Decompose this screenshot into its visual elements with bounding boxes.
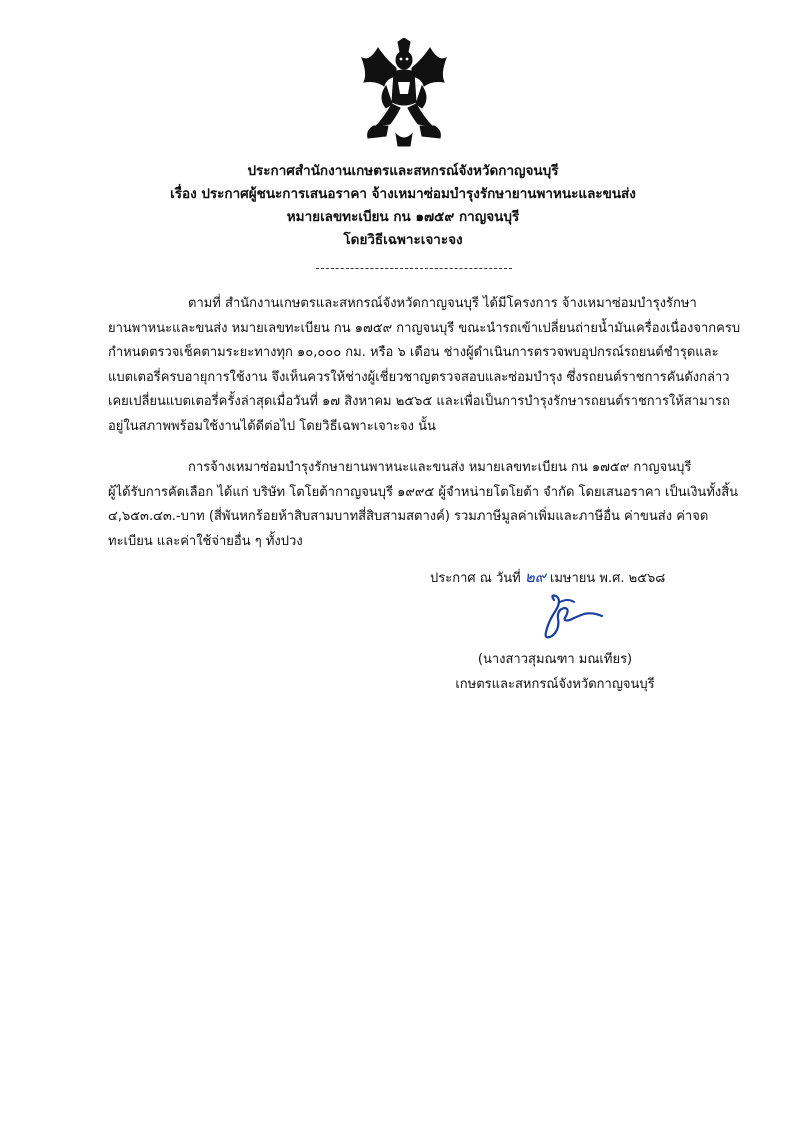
signer-name: (นางสาวสุมณฑา มณเทียร) <box>477 652 633 667</box>
title-line-registration: หมายเลขทะเบียน กน ๑๗๕๙ กาญจนบุรี <box>286 209 520 225</box>
date-prefix: ประกาศ ณ วันที่ <box>430 571 521 586</box>
title-line-agency: ประกาศสำนักงานเกษตรและสหกรณ์จังหวัดกาญจนบุรี <box>247 163 559 179</box>
title-line-method: โดยวิธีเฉพาะเจาะจง <box>343 232 463 248</box>
paragraph-line: แบตเตอรี่ครบอายุการใช้งาน จึงเห็นควรให้ช่างผู้เชี่ยวชาญตรวจสอบและซ่อมบำรุง ซึ่งรถยนต์ราชการคันดังกล่าว <box>108 369 730 385</box>
garuda-emblem-icon <box>356 38 452 148</box>
paragraph-line: เคยเปลี่ยนแบตเตอรี่ครั้งล่าสุดเมื่อวันที่ ๑๗ สิงหาคม ๒๕๖๕ และเพื่อเป็นการบำรุงรักษารถยนต์ราชการให้สามารถ <box>108 394 730 409</box>
paragraph-line: ผู้ได้รับการคัดเลือก ได้แก่ บริษัท โตโยต้ากาญจนบุรี ๑๙๙๕ ผู้จำหน่ายโตโยต้า จำกัด โดยเสนอราคา เป็นเงินทั้งสิ้น <box>108 484 739 500</box>
paragraph-award <box>108 456 739 554</box>
announcement-date <box>430 565 665 589</box>
date-day-handwritten: ๒๙ <box>524 568 546 586</box>
paragraph-line: อยู่ในสภาพพร้อมใช้งานได้ดีต่อไป โดยวิธีเฉพาะเจาะจง นั้น <box>108 418 436 434</box>
handwritten-signature <box>540 592 606 642</box>
paragraph-line: ตามที่ สำนักงานเกษตรและสหกรณ์จังหวัดกาญจนบุรี ได้มีโครงการ จ้างเหมาซ่อมบำรุงรักษา <box>188 296 697 311</box>
paragraph-background <box>108 292 741 439</box>
announcement-title <box>120 160 686 252</box>
paragraph-line: ทะเบียน และค่าใช้จ่ายอื่น ๆ ทั้งปวง <box>108 533 303 549</box>
signer-position: เกษตรและสหกรณ์จังหวัดกาญจนบุรี <box>455 677 655 692</box>
date-suffix: เมษายน พ.ศ. ๒๕๖๘ <box>549 571 666 586</box>
title-line-subject: เรื่อง ประกาศผู้ชนะการเสนอราคา จ้างเหมาซ่อมบำรุงรักษายานพาหนะและขนส่ง <box>170 186 636 202</box>
paragraph-line: ยานพาหนะและขนส่ง หมายเลขทะเบียน กน ๑๗๕๙ กาญจนบุรี ขณะนำรถเข้าเปลี่ยนถ่ายน้ำมันเครื่องเนื่องจากครบ <box>108 320 741 336</box>
paragraph-line: การจ้างเหมาซ่อมบำรุงรักษายานพาหนะและขนส่ง หมายเลขทะเบียน กน ๑๗๕๙ กาญจนบุรี <box>188 460 692 475</box>
title-separator <box>316 268 512 269</box>
signer-block <box>440 647 670 697</box>
paragraph-line: ๔,๖๕๓.๔๓.-บาท (สี่พันหกร้อยห้าสิบสามบาทสี่สิบสามสตางค์) รวมภาษีมูลค่าเพิ่มและภาษีอื่น ค่าขนส่ง ค่าจด <box>108 509 709 524</box>
paragraph-line: กำหนดตรวจเช็คตามระยะทางทุก ๑๐,๐๐๐ กม. หรือ ๖ เดือน ช่างผู้ดำเนินการตรวจพบอุปกรณ์รถยนต์ชำรุดและ <box>108 345 719 360</box>
